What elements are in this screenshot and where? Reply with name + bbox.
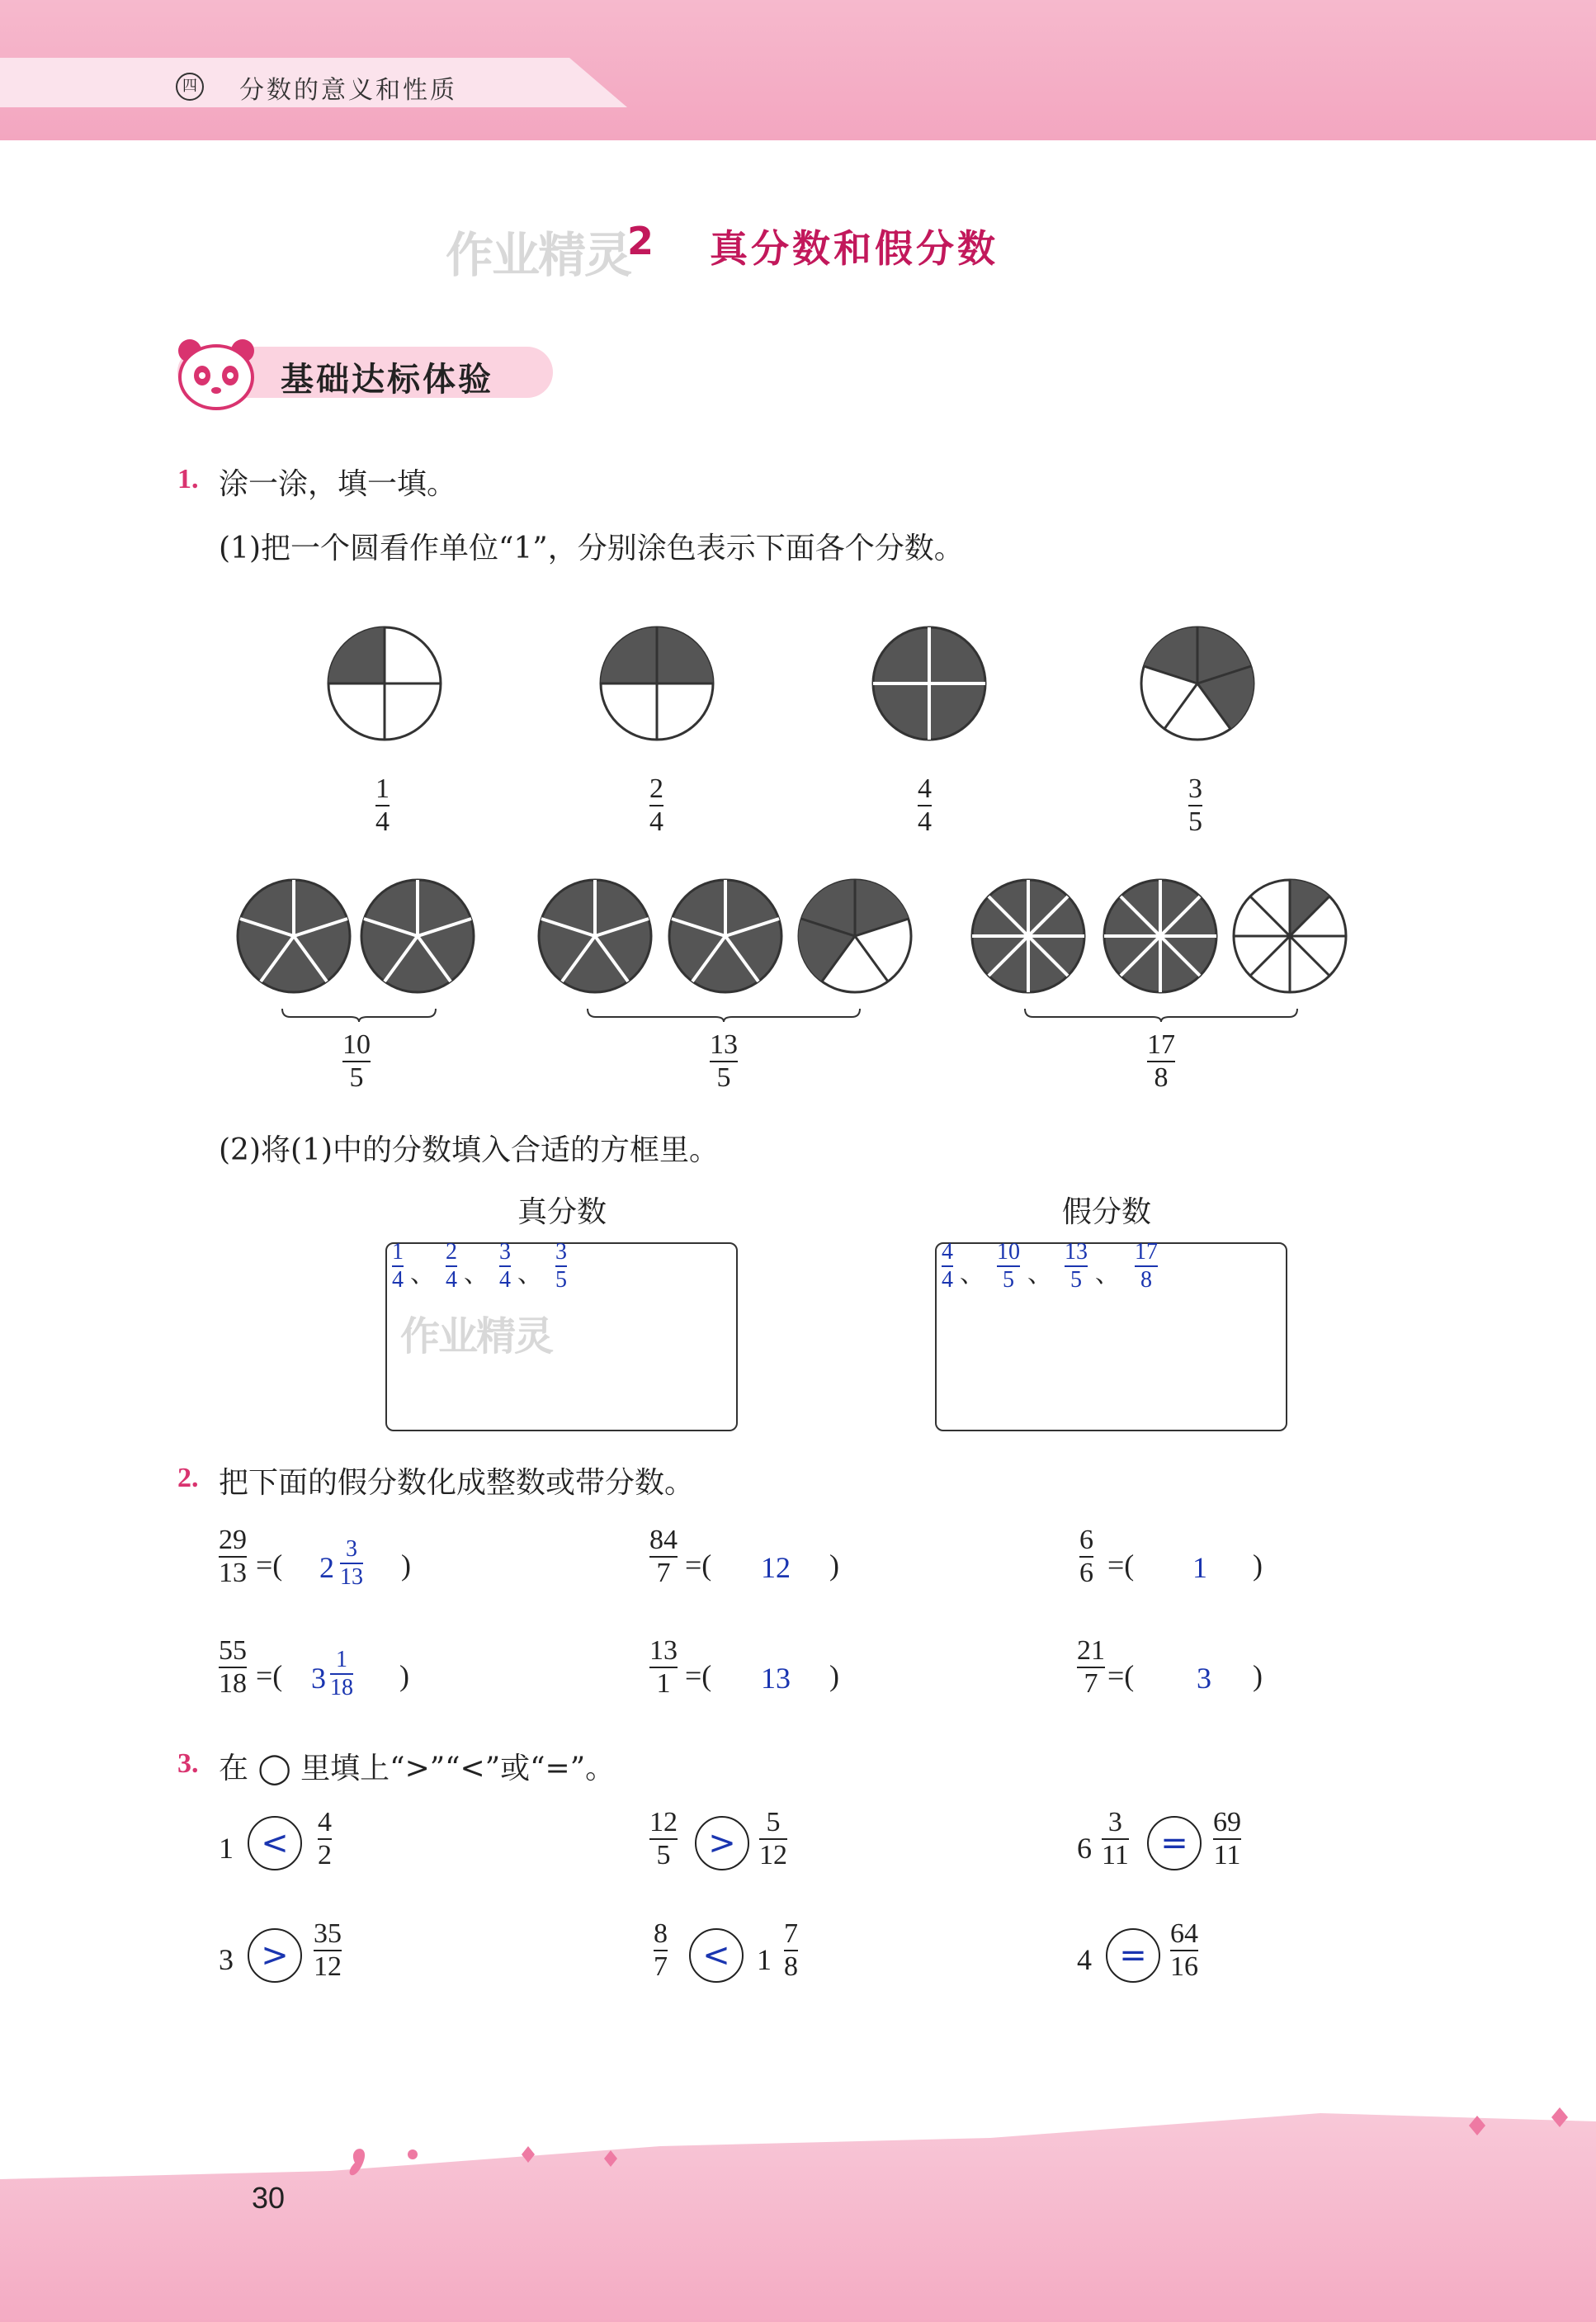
equals-paren: =(	[685, 1659, 712, 1692]
q2-fraction: 55 18	[219, 1635, 247, 1699]
close-paren: )	[1253, 1659, 1263, 1692]
answer-fraction: 2 4	[446, 1239, 457, 1293]
section-label: 基础达标体验	[281, 361, 493, 399]
circle-two-quarters	[598, 625, 715, 742]
page-number: 30	[252, 2181, 286, 2215]
left-fraction: 12 5	[649, 1807, 678, 1870]
right-fraction: 35 12	[314, 1918, 342, 1982]
fraction-label: 4 4	[918, 773, 932, 837]
right-fraction: 64 16	[1170, 1918, 1198, 1982]
fraction-label: 2 4	[649, 773, 663, 837]
left-whole: 6	[1077, 1832, 1092, 1865]
separator: 、	[1027, 1260, 1052, 1288]
q2-fraction: 84 7	[649, 1525, 678, 1588]
proper-label: 真分数	[517, 1195, 607, 1229]
circle-fifths-full	[359, 877, 476, 995]
q2-fraction: 13 1	[649, 1635, 678, 1699]
answer-fraction: 17 8	[1135, 1239, 1158, 1293]
circle-four-quarters	[871, 625, 988, 742]
unit-badge: 四	[176, 73, 204, 101]
circle-fifths-full	[235, 877, 352, 995]
answer-fraction: 1 4	[392, 1239, 404, 1293]
separator: 、	[464, 1260, 489, 1288]
close-paren: )	[399, 1659, 409, 1692]
brace	[281, 1007, 437, 1024]
answer-value: 12	[761, 1551, 791, 1584]
close-paren: )	[829, 1549, 839, 1582]
q2-text: 把下面的假分数化成整数或带分数。	[219, 1466, 695, 1500]
circle-eighths-full	[970, 877, 1087, 995]
fraction-label: 10 5	[342, 1029, 371, 1093]
panda-icon	[175, 334, 257, 410]
q3-number: 3.	[177, 1748, 199, 1779]
q2-fraction: 6 6	[1079, 1525, 1093, 1588]
compare-circle[interactable]: <	[689, 1928, 744, 1983]
watermark: 作业精灵	[400, 1313, 553, 1360]
right-fraction: 69 11	[1213, 1807, 1241, 1870]
q3-text: 在 ◯ 里填上“>”“<”或“=”。	[219, 1752, 616, 1785]
q2-fraction: 21 7	[1077, 1635, 1105, 1699]
close-paren: )	[401, 1549, 411, 1582]
answer-fraction: 1 18	[330, 1647, 353, 1700]
answer-fraction: 13 5	[1065, 1239, 1088, 1293]
circle-three-fifths	[796, 877, 914, 995]
chapter-title: 分数的意义和性质	[239, 76, 457, 105]
fraction-label: 3 5	[1188, 773, 1202, 837]
left-value: 4	[1077, 1943, 1092, 1976]
flower-icon	[1452, 2101, 1593, 2150]
answer-fraction: 10 5	[997, 1239, 1020, 1293]
compare-circle[interactable]: >	[248, 1928, 302, 1983]
footer-band	[0, 2113, 1596, 2322]
watermark: 作业精灵	[446, 227, 631, 283]
compare-circle[interactable]: =	[1147, 1816, 1202, 1870]
right-whole: 1	[757, 1943, 772, 1976]
brace	[586, 1007, 862, 1024]
lesson-number: 2	[627, 219, 658, 263]
separator: 、	[517, 1260, 542, 1288]
improper-label: 假分数	[1062, 1195, 1152, 1229]
brace	[1023, 1007, 1300, 1024]
equals-paren: =(	[685, 1549, 712, 1582]
compare-circle[interactable]: >	[695, 1816, 749, 1870]
fraction-label: 17 8	[1147, 1029, 1175, 1093]
compare-circle[interactable]: <	[248, 1816, 302, 1870]
answer-value: 1	[1192, 1551, 1207, 1584]
q1-part2: (2)将(1)中的分数填入合适的方框里。	[219, 1133, 719, 1167]
separator: 、	[1095, 1260, 1120, 1288]
right-fraction: 4 2	[318, 1807, 332, 1870]
circle-fifths-full	[667, 877, 784, 995]
separator: 、	[960, 1260, 985, 1288]
separator: 、	[410, 1260, 435, 1288]
close-paren: )	[829, 1659, 839, 1692]
circle-eighths-full	[1102, 877, 1219, 995]
right-fraction: 5 12	[759, 1807, 787, 1870]
answer-fraction: 3 4	[499, 1239, 511, 1293]
q2-fraction: 29 13	[219, 1525, 247, 1588]
right-fraction: 7 8	[784, 1918, 798, 1982]
answer-whole: 3	[311, 1662, 326, 1695]
answer-value: 13	[761, 1662, 791, 1695]
close-paren: )	[1253, 1549, 1263, 1582]
circle-quarter-1	[326, 625, 443, 742]
circle-three-fifths	[1139, 625, 1256, 742]
q1-number: 1.	[177, 464, 199, 494]
equals-paren: =(	[1107, 1549, 1135, 1582]
circle-fifths-full	[536, 877, 654, 995]
left-value: 3	[219, 1943, 234, 1976]
left-fraction: 8 7	[654, 1918, 668, 1982]
heart-icon	[338, 2130, 685, 2196]
equals-paren: =(	[1107, 1659, 1135, 1692]
answer-fraction: 3 5	[555, 1239, 567, 1293]
left-value: 1	[219, 1832, 234, 1865]
q2-number: 2.	[177, 1463, 199, 1493]
answer-fraction: 3 13	[340, 1536, 363, 1590]
answer-value: 3	[1197, 1662, 1211, 1695]
equals-paren: =(	[256, 1549, 283, 1582]
q1-text: 涂一涂，填一填。	[219, 467, 457, 501]
left-fraction: 3 11	[1102, 1807, 1129, 1870]
equals-paren: =(	[256, 1659, 283, 1692]
answer-fraction: 4 4	[942, 1239, 953, 1293]
fraction-label: 13 5	[710, 1029, 738, 1093]
circle-one-eighth	[1231, 877, 1348, 995]
compare-circle[interactable]: =	[1106, 1928, 1160, 1983]
lesson-title: 真分数和假分数	[710, 226, 999, 271]
fraction-label: 1 4	[375, 773, 390, 837]
answer-whole: 2	[319, 1551, 334, 1584]
q1-part1: (1)把一个圆看作单位“1”，分别涂色表示下面各个分数。	[219, 532, 964, 565]
